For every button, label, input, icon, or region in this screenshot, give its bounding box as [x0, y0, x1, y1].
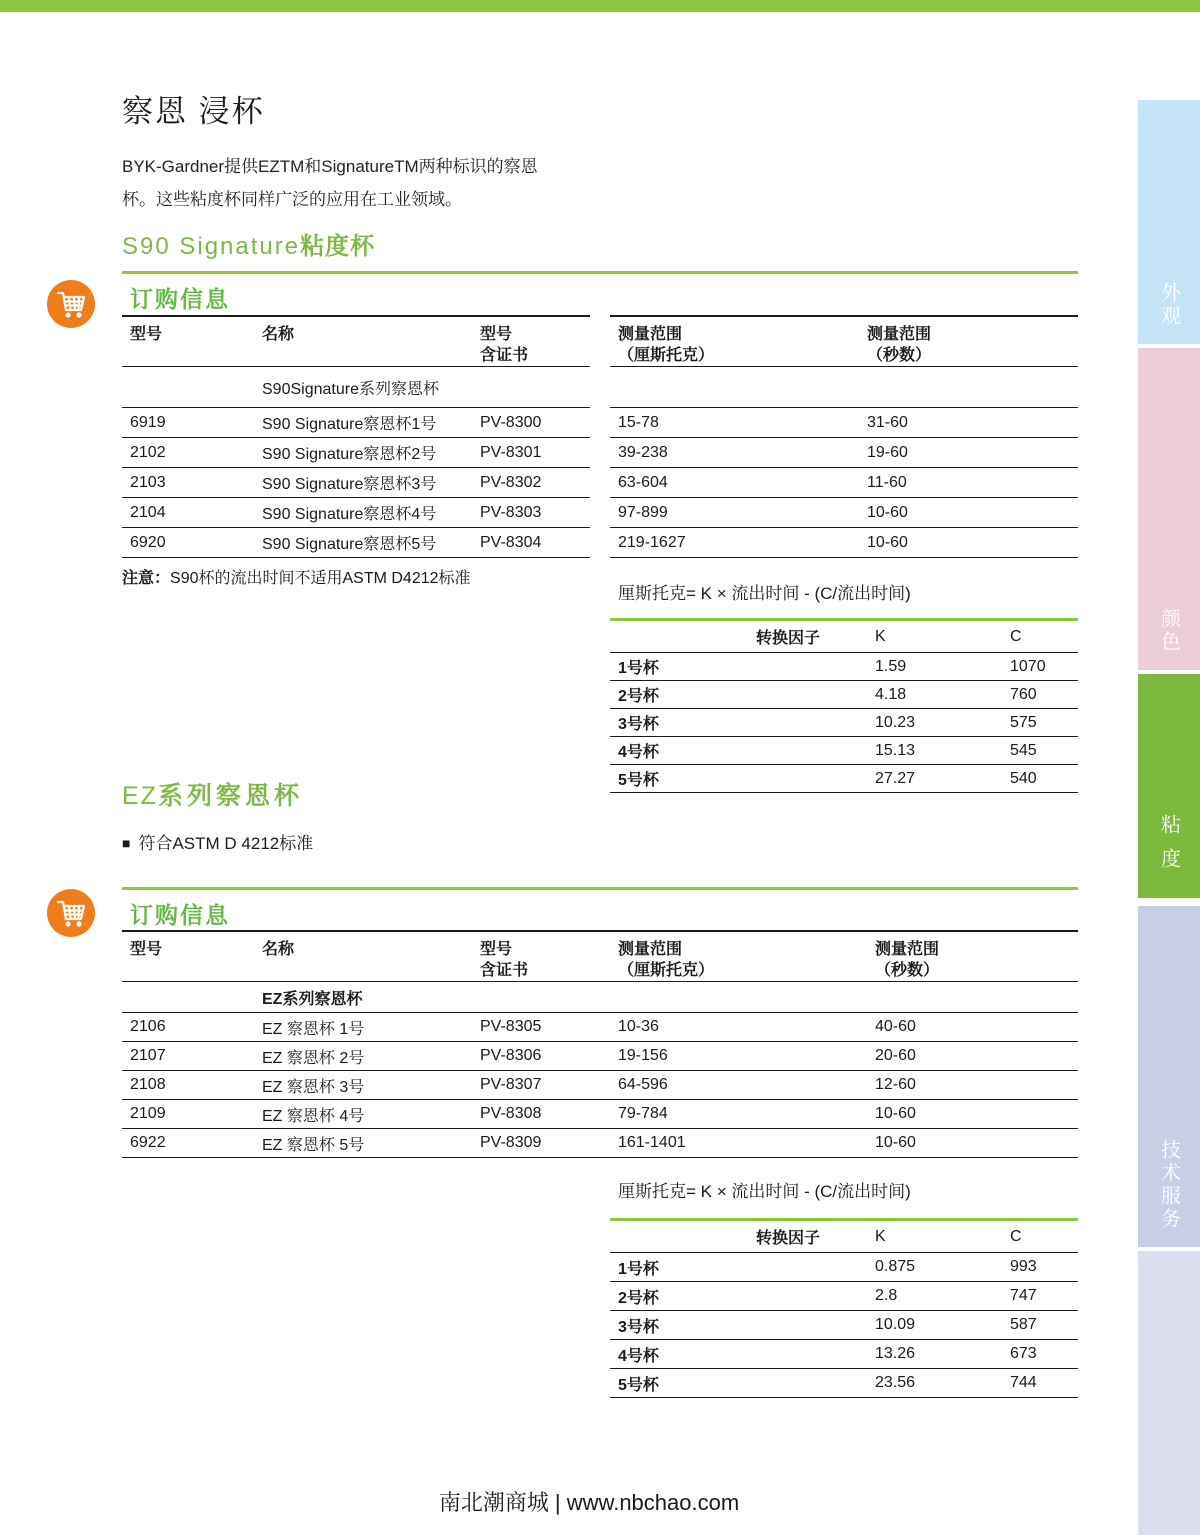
top-accent-bar — [0, 0, 1200, 12]
table-row: 4号杯 15.13 545 — [610, 737, 1078, 765]
table-row: 1号杯 0.875 993 — [610, 1253, 1078, 1282]
section-heading-s90 — [122, 226, 375, 261]
page-title: 察恩 浸杯 — [122, 94, 265, 129]
table-row: 3号杯 10.09 587 — [610, 1311, 1078, 1340]
col-header-name: 名称 — [262, 326, 295, 343]
table-row: 6920 S90 Signature察恩杯5号 PV-8304 — [122, 528, 590, 558]
s90-formula: 厘斯托克= K × 流出时间 - (C/流出时间) — [618, 584, 911, 603]
note-label: 注意： — [122, 570, 171, 587]
col-header-range-sec: 测量范围 （秒数） — [875, 941, 940, 979]
table-row: 2104 S90 Signature察恩杯4号 PV-8303 — [122, 498, 590, 528]
sidebar-tab-color[interactable]: 颜色 — [1138, 348, 1200, 670]
table-row: 5号杯 23.56 744 — [610, 1369, 1078, 1398]
ez-formula: 厘斯托克= K × 流出时间 - (C/流出时间) — [618, 1182, 911, 1201]
section-heading-ez — [122, 776, 303, 812]
order-info-title-ez: 订购信息 — [130, 902, 230, 928]
intro-line-1: BYK-Gardner提供EZTM和SignatureTM两种标识的察恩 — [122, 157, 538, 176]
table-row: 15-78 31-60 — [610, 408, 1078, 438]
table-row: 2号杯 4.18 760 — [610, 681, 1078, 709]
green-rule-s90 — [122, 271, 1078, 274]
sidebar-tab-appearance[interactable]: 外观 — [1138, 100, 1200, 344]
conversion-factor-label: 转换因子 — [755, 630, 820, 647]
green-rule-ez — [122, 887, 1078, 890]
cart-icon[interactable] — [47, 280, 95, 328]
col-header-model: 型号 — [130, 326, 163, 343]
table-row: 2107 EZ 察恩杯 2号 PV-8306 19-156 20-60 — [122, 1042, 1078, 1071]
ez-conversion-table — [610, 1218, 1078, 1398]
col-header-cert: 型号 含证书 — [480, 941, 529, 979]
col-header-range-sec: 测量范围 （秒数） — [867, 326, 932, 364]
table-row: 2号杯 2.8 747 — [610, 1282, 1078, 1311]
sidebar-tab-technical-service[interactable]: 技术服务 — [1138, 906, 1200, 1247]
order-info-title-s90: 订购信息 — [130, 286, 230, 312]
s90-order-table-left — [122, 315, 590, 558]
conversion-factor-label: 转换因子 — [755, 1230, 820, 1247]
ez-heading-cn: 系列察恩杯 — [157, 782, 303, 810]
table-row: 97-899 10-60 — [610, 498, 1078, 528]
s90-heading-en: S90 Signature — [122, 233, 301, 260]
table-row: 4号杯 13.26 673 — [610, 1340, 1078, 1369]
ez-feature-bullet — [122, 829, 313, 854]
s90-range-subheader-row — [610, 367, 1078, 408]
conversion-header — [610, 620, 1078, 653]
table-row: 5号杯 27.27 540 — [610, 765, 1078, 793]
s90-series-subheader: S90Signature系列察恩杯 — [262, 380, 439, 398]
intro-line-2: 杯。这些粘度杯同样广泛的应用在工业领域。 — [122, 190, 462, 209]
table-row: 2106 EZ 察恩杯 1号 PV-8305 10-36 40-60 — [122, 1013, 1078, 1042]
sidebar-tab-viscosity[interactable]: 粘度 — [1138, 674, 1200, 898]
col-header-range-cst: 测量范围 （厘斯托克） — [618, 326, 715, 364]
col-header-c: C — [1010, 1227, 1022, 1245]
table-row: 2102 S90 Signature察恩杯2号 PV-8301 — [122, 438, 590, 468]
table-row: 3号杯 10.23 575 — [610, 709, 1078, 737]
col-header-name: 名称 — [262, 941, 295, 958]
intro-text — [122, 150, 538, 216]
table-row: 2109 EZ 察恩杯 4号 PV-8308 79-784 10-60 — [122, 1100, 1078, 1129]
table-row: 1号杯 1.59 1070 — [610, 653, 1078, 681]
col-header-k: K — [875, 1227, 886, 1245]
table-row: 63-604 11-60 — [610, 468, 1078, 498]
col-header-k: K — [875, 627, 886, 645]
col-header-cert: 型号 含证书 — [480, 326, 529, 364]
cart-icon[interactable] — [47, 889, 95, 937]
ez-table-subheader-row — [122, 982, 1078, 1013]
s90-note — [122, 565, 471, 588]
table-row: 2103 S90 Signature察恩杯3号 PV-8302 — [122, 468, 590, 498]
table-row: 6922 EZ 察恩杯 5号 PV-8309 161-1401 10-60 — [122, 1129, 1078, 1158]
s90-range-header — [610, 316, 1078, 367]
ez-feature-text: 符合ASTM D 4212标准 — [138, 834, 314, 853]
s90-heading-cn: 粘度杯 — [300, 233, 376, 260]
ez-series-subheader: EZ系列察恩杯 — [262, 990, 363, 1008]
table-row: 6919 S90 Signature察恩杯1号 PV-8300 — [122, 408, 590, 438]
ez-table-header — [122, 931, 1078, 982]
conversion-header — [610, 1220, 1078, 1253]
ez-order-table — [122, 930, 1078, 1158]
col-header-model: 型号 — [130, 941, 163, 958]
footer-site-text: 南北潮商城 | www.nbchao.com — [438, 1490, 740, 1515]
table-row: 39-238 19-60 — [610, 438, 1078, 468]
s90-table-header — [122, 316, 590, 367]
note-text: S90杯的流出时间不适用ASTM D4212标准 — [170, 570, 471, 587]
table-row: 2108 EZ 察恩杯 3号 PV-8307 64-596 12-60 — [122, 1071, 1078, 1100]
col-header-c: C — [1010, 627, 1022, 645]
ez-heading-en: EZ — [122, 782, 158, 810]
table-row: 219-1627 10-60 — [610, 528, 1078, 558]
s90-table-subheader-row — [122, 367, 590, 408]
s90-conversion-table — [610, 618, 1078, 793]
col-header-range-cst: 测量范围 （厘斯托克） — [618, 941, 715, 979]
s90-order-table-right — [610, 315, 1078, 558]
square-bullet-icon: ■ — [122, 835, 131, 851]
